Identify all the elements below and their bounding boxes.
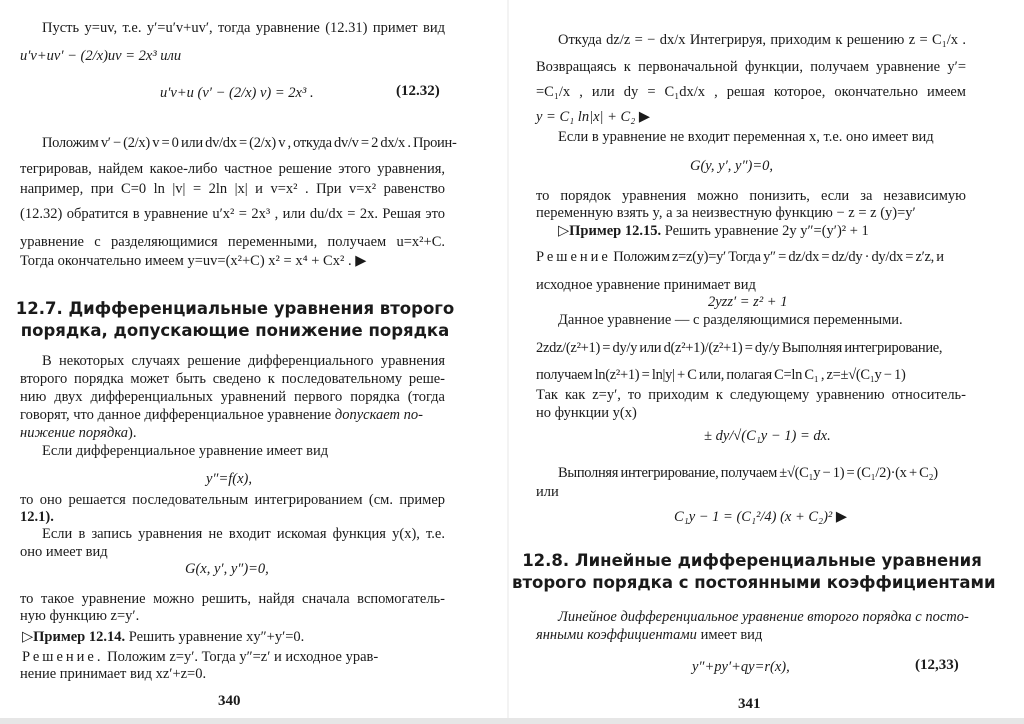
text-line: =C₁/x , или dy = C₁dx/x , решая которое, окончательно имеем [536, 84, 966, 100]
example-label: ▷Пример 12.15. [558, 223, 662, 239]
text-line [20, 406, 423, 424]
text-line: то такое уравнение можно решить, найдя сначала вспомогатель- [20, 591, 445, 607]
text: ). [128, 425, 137, 441]
equation: ± dy/√(C₁y − 1) = dx. [704, 428, 831, 444]
text-line: Если в запись уравнения не входит искомая функция y(x), т.е. [42, 526, 445, 542]
bottom-edge [0, 718, 1024, 724]
text-line: ную функцию z=y′. [20, 608, 140, 624]
text-line: или [536, 484, 559, 500]
equation-number: (12.32) [396, 83, 440, 99]
text-line: Данное уравнение — с разделяющимися переменными. [558, 312, 903, 328]
text-line [536, 626, 762, 644]
text-line: 12.1). [20, 509, 54, 525]
heading-line: 12.8. Линейные дифференциальные уравнения [522, 551, 982, 570]
equation: y = C₁ ln|x| + C₂ ▶ [536, 109, 651, 125]
equation-12-33: y″+py′+qy=r(x), [692, 659, 790, 675]
equation-12-32: u′v+u (v′ − (2/x) v) = 2x³ . [160, 85, 314, 101]
text: Решить уравнение xy″+y′=0. [128, 629, 305, 645]
heading-line: порядка, допускающие понижение порядка [20, 321, 450, 340]
equation: y″=f(x), [206, 471, 253, 487]
solution-label: Решение [536, 249, 611, 265]
text-line: то порядок уравнения можно понизить, если за независимую [536, 188, 966, 204]
heading-line: второго порядка с постоянными коэффициентами [512, 573, 996, 592]
heading-line: 12.7. Дифференциальные уравнения второго [15, 299, 455, 318]
example-label: ▷Пример 12.14. [22, 629, 126, 645]
text-line: второго порядка может быть сведено к последовательному реше- [20, 371, 445, 387]
text-line: но функции y(x) [536, 405, 637, 421]
solution-label: Решение. [22, 649, 104, 665]
example-line [558, 222, 869, 240]
text-line: то оно решается последовательным интегрированием (см. пример [20, 492, 445, 508]
equation: 2yzz′ = z² + 1 [708, 294, 788, 310]
text: говорят, что данное дифференциальное уравнение [20, 407, 332, 423]
text-line: исходное уравнение принимает вид [536, 277, 756, 293]
text-line: получаем ln(z²+1) = ln|y| + C или, полагая C=ln C₁ , z=±√(C₁y − 1) [536, 367, 906, 383]
text-line: оно имеет вид [20, 544, 108, 560]
text-line: нение принимает вид xz′+z=0. [20, 666, 207, 682]
text-line: уравнение с разделяющимися переменными, получаем u=x²+C. [20, 234, 445, 250]
text-line: (12.32) обратится в уравнение u′x² = 2x³ , или du/dx = 2x. Решая это [20, 206, 445, 222]
equation-number: (12,33) [915, 657, 959, 673]
text-line: Тогда окончательно имеем y=uv=(x²+C) x² = x⁴ + Cx² . ▶ [20, 253, 367, 269]
text-line: переменную взять y, а за неизвестную функцию − z = z (y)=y′ [536, 205, 916, 221]
right-page [512, 0, 1024, 718]
italic-term: нижение порядка [20, 425, 128, 441]
example-line [22, 628, 304, 646]
text-line: 2zdz/(z²+1) = dy/y или d(z²+1)/(z²+1) = dy/y Выполняя интегрирование, [536, 340, 943, 356]
text: Положим z=z(y)=y′ Тогда y″ = dz/dx = dz/dy · dy/dx = z′z, и [613, 249, 944, 265]
text-line: Если дифференциальное уравнение имеет вид [42, 443, 329, 459]
solution-line [22, 648, 378, 666]
page-gutter [507, 0, 509, 718]
text: Решить уравнение 2y y″=(y′)² + 1 [664, 223, 869, 239]
section-heading-12-8 [512, 550, 996, 594]
text-line: Откуда dz/z = − dx/x Интегрируя, приходим к решению z = C₁/x . [558, 32, 966, 48]
text-line: например, при C=0 ln |v| = 2ln |x| и v=x² . При v=x² равенство [20, 181, 445, 197]
text-line: Возвращаясь к первоначальной функции, получаем уравнение y′= [536, 59, 966, 75]
solution-line [536, 248, 944, 266]
page-number: 341 [738, 696, 761, 712]
text-line [20, 424, 136, 442]
text-line: Выполняя интегрирование, получаем ±√(C₁y − 1) = (C₁/2)·(x + C₂) [558, 465, 938, 481]
text-line: В некоторых случаях решение дифференциального уравнения [42, 353, 445, 369]
text: имеет вид [696, 627, 763, 643]
page-number: 340 [218, 693, 241, 709]
text-line: Если в уравнение не входит переменная x, т.е. оно имеет вид [558, 129, 934, 145]
text: Положим z=y′. Тогда y″=z′ и исходное урав- [107, 649, 379, 665]
text-line: Положим v′ − (2/x) v = 0 или dv/dx = (2/x) v , откуда dv/v = 2 dx/x . Проин- [42, 135, 457, 151]
text-line: нию двух дифференциальных уравнений первого порядка (тогда [20, 389, 445, 405]
italic-term: допускает по- [334, 407, 423, 423]
text-line: Так как z=y′, то приходим к следующему уравнению относитель- [536, 387, 966, 403]
italic-term: янными коэффициентами [536, 627, 697, 643]
text-line: тегрировав, найдем какое-либо частное решение этого уравнения, [20, 161, 445, 177]
equation: G(y, y′, y″)=0, [690, 158, 774, 174]
left-page [0, 0, 505, 718]
equation-inline: u′v+uv′ − (2/x)uv = 2x³ или [20, 48, 182, 64]
equation: G(x, y′, y″)=0, [185, 561, 269, 577]
text-line: Пусть y=uv, т.е. y′=u′v+uv′, тогда уравнение (12.31) примет вид [42, 20, 445, 36]
equation: C₁y − 1 = (C₁²/4) (x + C₂)² ▶ [674, 509, 848, 525]
text-line: Линейное дифференциальное уравнение второго порядка с посто- [558, 609, 969, 625]
section-heading-12-7 [0, 298, 470, 342]
